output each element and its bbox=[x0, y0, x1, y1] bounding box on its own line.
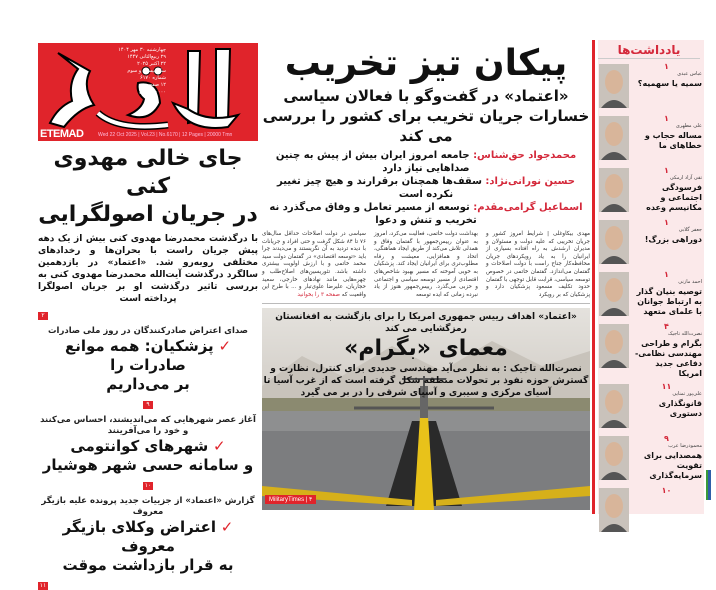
quote-author: محمدجواد حق‌شناس: bbox=[473, 150, 577, 161]
page-badge: ۱۱ bbox=[39, 582, 47, 589]
page-badge: ۴ bbox=[309, 497, 313, 503]
quote bbox=[262, 149, 590, 175]
author-photo bbox=[599, 488, 629, 532]
issue-info bbox=[96, 47, 166, 96]
body-column: بهداشت دولت خاتمی، فعالیت می‌کرد، امروز به عنوان رییس‌جمهور با گفتمان وفاق و همدلی تلاش می‌کند از طریق ایجاد هماهنگی، اتحاد و همافزایی، معیشت و رفاه مطلوب‌تری برای ایرانیان ایجاد کند. پزشکیان به خوبی آموخته که مسیر بهبود شاخص‌های اقتصادی از مسیر توسعه سیاسی و اجتماعی و حزبی می‌گذرد. رییس‌جمهور هنوز از یاد نبرده زمانی که ایده توسعه bbox=[374, 231, 478, 298]
author-photo bbox=[599, 384, 629, 428]
note-title: سمیه یا سهمیه؟ bbox=[637, 79, 702, 88]
note-item[interactable] bbox=[598, 218, 702, 267]
note-item[interactable] bbox=[598, 270, 702, 319]
note-item[interactable] bbox=[598, 434, 702, 483]
note-title: بگرام و طراحی مهندسی نظامی- دفاعی جدید امریکا bbox=[634, 339, 702, 378]
note-title: مساله حجاب و خطاهای ما bbox=[644, 131, 702, 150]
quote-author: حسین نورانی‌نژاد: bbox=[485, 176, 575, 187]
credit-text: MilitaryTimes bbox=[269, 497, 305, 503]
body-text: سیاسی در دولت اصلاحات حداقل سال‌های ۷۶ تا ۸۴ شکل گرفت و حتی افراد و جریانات با دیده تردید به آن نگریستند و می‌دیدند چرا باید «توسعه اقتصادی» در گفتمان دولت سید محمد خاتمی و با ارزش اولویت بیشتری داشته باشد. تئوریسین‌های اصلاح‌طلب و چهره‌هایی مانند نهادهای خارجی، سعید حجاریان، علیرضا علوی‌تبار و ... با طرح این واقعیت که bbox=[262, 231, 366, 298]
issue-number: شماره ۶۱۷۰ bbox=[140, 75, 166, 81]
note-author: محمودرضا عرب bbox=[668, 443, 702, 449]
story-kicker: آغاز عصر شهرهایی که می‌اندیشند، احساس می‌کنند و خود را می‌آفرینند bbox=[40, 415, 256, 436]
check-mark-icon: ✓ bbox=[216, 518, 234, 536]
issue-date-hijri: ۲۹ ربیع‌الثانی ۱۴۴۷ bbox=[127, 54, 166, 60]
note-item[interactable] bbox=[598, 62, 702, 111]
story-quantum-cities[interactable] bbox=[38, 415, 258, 487]
note-item[interactable] bbox=[598, 114, 702, 163]
left-lede: با درگذشت محمدرضا مهدوی کنی بیش از یک دهه پیش جریان راست با بحران‌ها و رخدادهای مختلفی روبه‌رو شد. «اعتماد» در یازدهمین سالگرد درگذشت آیت‌الله محمدرضا مهدوی کنی به بررسی تاثیر درگذشت او بر جریان اصولگرا پرداخته است bbox=[38, 234, 258, 304]
left-headline-line: در جریان اصولگرایی bbox=[38, 202, 258, 227]
author-photo bbox=[599, 64, 629, 108]
body-column: مهدی بیکاوغلی | شرایط امروز کشور و جریان تخریبی که علیه دولت و مسئولان و مدیران ارشدش به راه افتاده بسیاری از ایرانیان را به یاد رویکردهای جریان محافظه‌کار جناح راست با دولت اصلاحات و گفتمان می‌اندازد. گفتمان خاتمی در خصوص توسعه سیاسی، قرابت قابل توجهی با گفتمان حدود تکلیف مسعود پزشکیان دارد و پزشکیان که بر رویکرد bbox=[486, 231, 590, 298]
quote-text: توسعه از مسیر تعامل و وفاق می‌گذرد نه تخریب و تنش و دعوا bbox=[269, 202, 477, 226]
continue-link[interactable]: صفحه ۳ را بخوانید bbox=[297, 291, 340, 298]
english-meta: Wed 22 Oct 2025 | Vol.23 | No.6170 | 12 Pages | 20000 Tmn bbox=[98, 132, 233, 138]
note-page: ۱۱ bbox=[661, 382, 672, 391]
page-badge: ۱۰ bbox=[144, 482, 152, 489]
left-column bbox=[38, 145, 258, 589]
story-actor-lawyers[interactable] bbox=[38, 496, 258, 587]
column-rule bbox=[592, 40, 595, 514]
subheadline: خسارات جریان تخریب برای کشور را بررسی می کند bbox=[262, 107, 590, 145]
lead-article-body bbox=[262, 231, 590, 299]
story-title: بر می‌داریم bbox=[106, 375, 190, 393]
note-title: همصدایی برای تقویت سرمایه‌گذاری bbox=[643, 451, 702, 480]
note-page: ۹ bbox=[664, 434, 669, 443]
note-page: ۱ bbox=[664, 270, 669, 279]
note-author: علی مطهری bbox=[675, 123, 702, 129]
english-name: ETEMAD bbox=[40, 128, 84, 140]
quote-author: اسماعیل گرامی‌مقدم: bbox=[473, 202, 583, 213]
quote bbox=[262, 201, 590, 227]
body-column bbox=[262, 231, 366, 299]
subheadline: «اعتماد» در گفت‌وگو با فعالان سیاسی bbox=[283, 87, 569, 105]
author-photo bbox=[599, 116, 629, 160]
story-title: به قرار بازداشت موقت bbox=[62, 556, 234, 574]
note-page: ۱ bbox=[664, 114, 669, 123]
author-photo bbox=[599, 436, 629, 480]
bagram-photo[interactable] bbox=[262, 308, 590, 510]
story-title: اعتراض وکلای بازیگر معروف bbox=[62, 518, 217, 555]
story-title: و سامانه حسی شهر هوشیار bbox=[42, 456, 254, 474]
edge-strip bbox=[706, 470, 711, 500]
quote-text: سقف‌ها همچنان برقرارند و هیچ چیز تغییر نکرده است bbox=[277, 176, 486, 200]
issue-date: چهارشنبه ۳۰ مهر ۱۴۰۴ bbox=[118, 47, 166, 53]
note-page: ۴ bbox=[664, 322, 669, 331]
note-author: علی‌پور تمنایی bbox=[672, 391, 702, 397]
author-photo bbox=[599, 272, 629, 316]
notes-column bbox=[598, 40, 704, 514]
author-photo bbox=[599, 168, 629, 212]
note-item[interactable] bbox=[598, 486, 702, 535]
story-kicker: صدای اعتراض صادرکنندگان در روز ملی صادرات bbox=[47, 326, 249, 336]
center-column bbox=[262, 42, 590, 510]
note-author: احمد مازنی bbox=[678, 279, 702, 285]
divider bbox=[262, 303, 590, 304]
note-title: فرسودگی اجتماعی و مکانیسم وعده bbox=[646, 183, 702, 212]
page-badge: ۹ bbox=[143, 401, 153, 409]
note-author: جعفر گلابی bbox=[678, 227, 702, 233]
note-title: قانونگذاری دستوری bbox=[658, 399, 702, 418]
notes-list bbox=[598, 59, 704, 535]
quote bbox=[262, 175, 590, 201]
note-page: ۱۰ bbox=[661, 486, 672, 495]
note-item[interactable] bbox=[598, 166, 702, 215]
note-title: دوراهی بزرگ! bbox=[644, 235, 702, 244]
note-page: ۱ bbox=[664, 218, 669, 227]
check-mark-icon: ✓ bbox=[208, 437, 226, 455]
note-item[interactable] bbox=[598, 322, 702, 379]
note-author: تقی آزاد ارمکی bbox=[669, 175, 702, 181]
note-author: عباس عبدی bbox=[677, 71, 702, 77]
note-page: ۱ bbox=[664, 62, 669, 71]
story-title: شهرهای کوانتومی bbox=[70, 437, 209, 455]
check-mark-icon: ✓ bbox=[213, 337, 232, 355]
notes-title: یادداشت‌ها bbox=[598, 42, 700, 59]
left-headline[interactable] bbox=[38, 145, 258, 229]
page-badge: ۲ bbox=[38, 312, 48, 320]
photo-kicker: «اعتماد» اهداف رییس جمهوری امریکا را برای بازگشت به افغانستان رمزگشایی می کند bbox=[275, 312, 577, 335]
photo-text: نصرت‌الله تاجیک : به نظر می‌آید مهندسی جدیدی برای کنترل، نظارت و گسترش حوزه نفوذ بر تحولات منطقه شکل گرفته است که از غرب آسیا تا آسیای مرکزی و سیبری و آسیای شرقی را در بر می گیرد bbox=[263, 364, 589, 399]
quote-text: جامعه امروز ایران بیش از پیش به چنین صداهایی نیاز دارد bbox=[275, 150, 474, 174]
left-headline-line: جای خالی مهدوی کنی bbox=[53, 146, 243, 199]
issue-year: سال بیست و سوم bbox=[127, 68, 166, 74]
note-page: ۱ bbox=[664, 166, 669, 175]
author-photo bbox=[599, 220, 629, 264]
photo-headline: معمای «بگرام» bbox=[344, 336, 508, 362]
main-headline[interactable]: پیکان تیز تخریب bbox=[284, 43, 568, 84]
page-count: ۱۲ صفحه bbox=[146, 82, 166, 88]
story-exports[interactable] bbox=[38, 326, 258, 406]
price: ۲۰۰۰۰ تومان bbox=[139, 89, 166, 95]
author-photo bbox=[599, 324, 629, 368]
note-author: نصرت‌الله تاجیک bbox=[667, 331, 702, 337]
note-item[interactable] bbox=[598, 382, 702, 431]
issue-date-gregorian: ۲۲ اکتبر ۲۰۲۵ bbox=[137, 61, 166, 67]
photo-credit: MilitaryTimes | ۴ bbox=[265, 495, 316, 504]
photo-overlay bbox=[262, 308, 590, 399]
story-kicker: گزارش «اعتماد» از جزییات جدید پرونده علیه بازیگر معروف bbox=[41, 496, 255, 517]
story-title: پزشکیان: همه موانع صادرات را bbox=[64, 337, 214, 374]
note-title: توصیه بنیان گذار به ارتباط جوانان با علمای متعهد bbox=[636, 287, 702, 316]
masthead bbox=[38, 43, 258, 141]
